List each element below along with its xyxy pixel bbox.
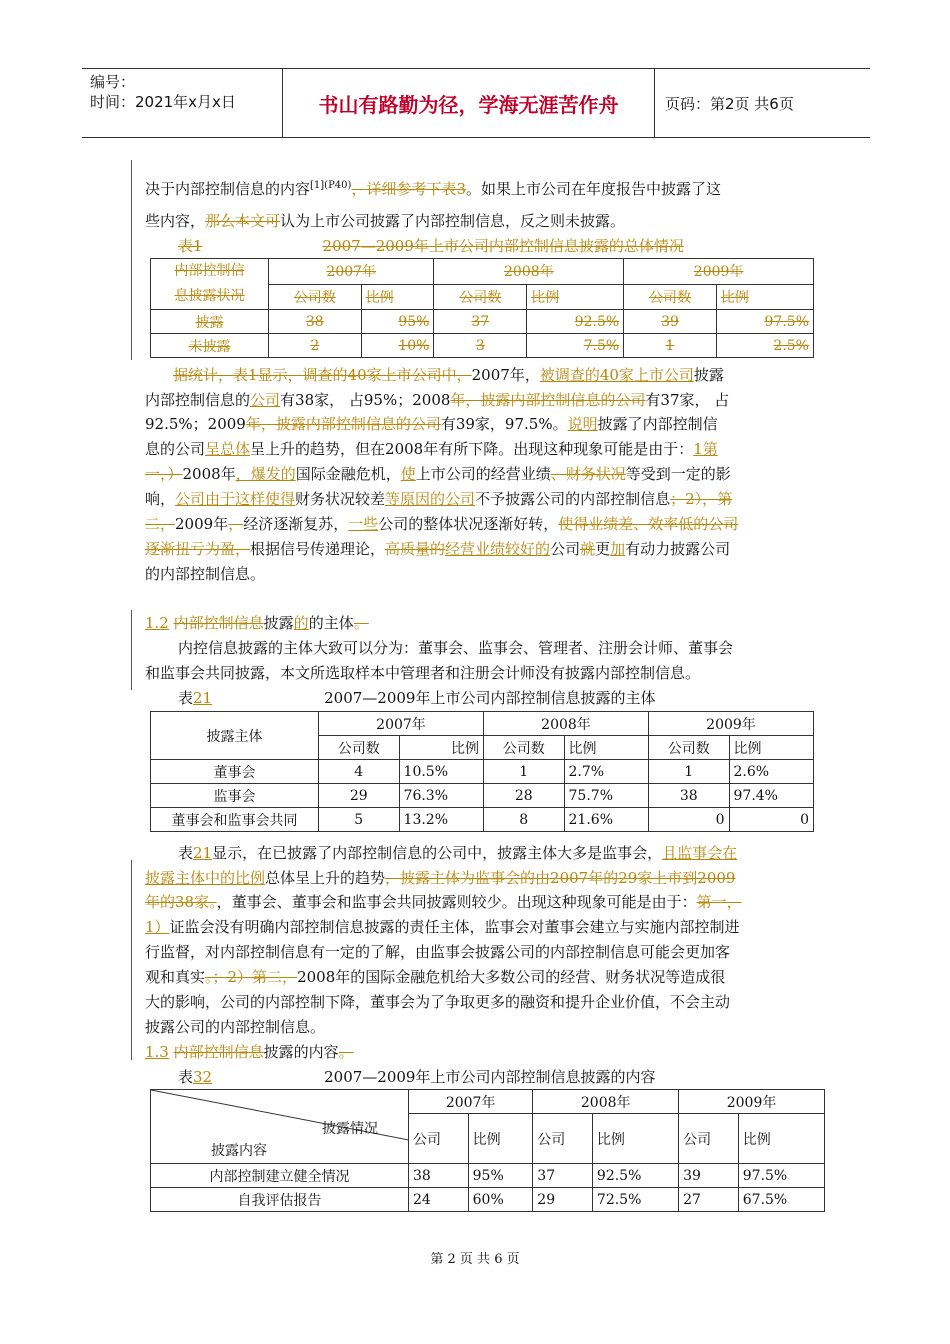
table2-col-count: 公司数 bbox=[483, 736, 564, 760]
board-line-5: 行监督，对内部控制信息有一定的了解，由监事会披露公司的内部控制信息可能会更加客 bbox=[145, 943, 731, 961]
number-label: 编号： bbox=[90, 73, 136, 91]
change-bar bbox=[131, 160, 132, 360]
stats-line-4: 息的公司呈总体呈上升的趋势，但在2008年有所下降。出现这种现象可能是由于：1第 bbox=[145, 440, 718, 458]
stats-line-2: 内部控制信息的公司有38家， 占95%；2008年，披露内部控制信息的公司有37家， 占 bbox=[145, 391, 730, 409]
diag-bottom-label: 披露内容 bbox=[211, 1143, 267, 1159]
table2-col-count: 公司数 bbox=[319, 736, 400, 760]
table2 bbox=[150, 711, 814, 832]
diag-top-label: 披露情况 bbox=[322, 1121, 378, 1137]
table-row: 自我评估报告 24 60% 29 72.5% 27 67.5% bbox=[151, 1188, 825, 1212]
table3-col-ratio: 比例 bbox=[468, 1114, 533, 1164]
header-motto: 书山有路勤为径，学海无涯苦作舟 bbox=[283, 69, 655, 137]
table3-year-2008: 2008年 bbox=[533, 1090, 679, 1114]
section-heading-1-3: 1.3 内部控制信息披露的内容。 bbox=[145, 1043, 354, 1061]
stats-line-3: 92.5%；2009年，披露内部控制信息的公司有39家，97.5%。说明披露了内部控制信 bbox=[145, 415, 718, 433]
table1-col-count: 公司数 bbox=[269, 284, 362, 310]
board-line-4: 1）证监会没有明确内部控制信息披露的责任主体，监事会对董事会建立与实施内部控制进 bbox=[145, 918, 740, 936]
table1-year-2009: 2009年 bbox=[624, 259, 814, 285]
table1-col-ratio: 比例 bbox=[527, 284, 624, 310]
table1-status-header: 内部控制信 息披露状况 bbox=[151, 259, 269, 310]
table-row: 董事会和监事会共同 5 13.2% 8 21.6% 0 0 bbox=[151, 808, 814, 832]
board-line-8: 披露公司的内部控制信息。 bbox=[145, 1018, 326, 1036]
table2-year-2009: 2009年 bbox=[648, 712, 813, 736]
table3 bbox=[150, 1089, 825, 1212]
board-line-7: 大的影响，公司的内部控制下降，董事会为了争取更多的融资和提升企业价值，不会主动 bbox=[145, 993, 731, 1011]
table2-col-ratio: 比例 bbox=[399, 736, 483, 760]
table3-col-count: 公司 bbox=[679, 1114, 739, 1164]
stats-line-8: 逐渐扭亏为盈，根据信号传递理论，高质量的经营业绩较好的公司就更加有动力披露公司 bbox=[145, 540, 731, 558]
table3-col-ratio: 比例 bbox=[738, 1114, 824, 1164]
intro-line-1: 决于内部控制信息的内容$^{[1](P40)}$，详细参考下表3。如果上市公司在年度报告中披露了这 bbox=[145, 180, 721, 198]
page-footer: 第 2 页 共 6 页 bbox=[430, 1252, 520, 1267]
table1-caption: 表1 2007—2009年上市公司内部控制信息披露的总体情况 bbox=[178, 237, 684, 255]
subject-line-1: 内控信息披露的主体大致可以分为：董事会、监事会、管理者、注册会计师、董事会 bbox=[178, 639, 734, 657]
table1-col-count: 公司数 bbox=[434, 284, 527, 310]
table-row: 董事会 4 10.5% 1 2.7% 1 2.6% bbox=[151, 760, 814, 784]
board-line-6: 观和真实。；2）第二，2008年的国际金融危机给大多数公司的经营、财务状况等造成很 bbox=[145, 968, 726, 986]
stats-line-1: 据统计，表1显示，调查的40家上市公司中，2007年，被调查的40家上市公司披露 bbox=[173, 366, 724, 384]
table1-year-2008: 2008年 bbox=[434, 259, 624, 285]
table3-col-count: 公司 bbox=[409, 1114, 469, 1164]
table-row: 未披露 2 10% 3 7.5% 1 2.5% bbox=[151, 334, 814, 358]
table3-year-2007: 2007年 bbox=[409, 1090, 533, 1114]
table2-year-2008: 2008年 bbox=[483, 712, 648, 736]
intro-line-2: 些内容，那么本文可认为上市公司披露了内部控制信息，反之则未披露。 bbox=[145, 212, 626, 230]
table2-col-ratio: 比例 bbox=[564, 736, 648, 760]
table1-col-ratio: 比例 bbox=[361, 284, 434, 310]
table1-year-2007: 2007年 bbox=[269, 259, 434, 285]
table1 bbox=[150, 258, 814, 358]
stats-line-5: 一，）2008年，爆发的国际金融危机，使上市公司的经营业绩、财务状况等受到一定的影 bbox=[145, 465, 731, 483]
stats-line-7: 二，2009年，经济逐渐复苏，一些公司的整体状况逐渐好转，使得业绩差、效率低的公司 bbox=[145, 515, 739, 533]
board-line-1: 表21显示，在已披露了内部控制信息的公司中，披露主体大多是监事会，且监事会在 bbox=[178, 844, 738, 862]
table2-caption: 表21 2007—2009年上市公司内部控制信息披露的主体 bbox=[178, 689, 656, 707]
page-header bbox=[82, 68, 870, 138]
page-number-label: 页码：第2页 共6页 bbox=[665, 94, 794, 113]
board-line-2: 披露主体中的比例总体呈上升的趋势，披露主体为监事会的由2007年的29家上市到2009 bbox=[145, 869, 736, 887]
table-row: 披露 38 95% 37 92.5% 39 97.5% bbox=[151, 310, 814, 334]
table2-col-count: 公司数 bbox=[648, 736, 729, 760]
table2-subject-header: 披露主体 bbox=[151, 712, 319, 760]
table3-col-count: 公司 bbox=[533, 1114, 593, 1164]
table1-col-count: 公司数 bbox=[624, 284, 717, 310]
table3-diagonal-header bbox=[151, 1090, 409, 1164]
change-bar bbox=[131, 610, 132, 690]
board-line-3: 年的38家。，董事会、董事会和监事会共同披露则较少。出现这种现象可能是由于：第一， bbox=[145, 893, 742, 911]
stats-line-9: 的内部控制信息。 bbox=[145, 565, 266, 583]
change-bar bbox=[131, 860, 132, 1060]
table3-caption: 表32 2007—2009年上市公司内部控制信息披露的内容 bbox=[178, 1068, 656, 1086]
subject-line-2: 和监事会共同披露，本文所选取样本中管理者和注册会计师没有披露内部控制信息。 bbox=[145, 664, 701, 682]
table3-year-2009: 2009年 bbox=[679, 1090, 825, 1114]
table1-col-ratio: 比例 bbox=[716, 284, 813, 310]
table-row: 监事会 29 76.3% 28 75.7% 38 97.4% bbox=[151, 784, 814, 808]
table3-col-ratio: 比例 bbox=[592, 1114, 678, 1164]
table2-col-ratio: 比例 bbox=[729, 736, 814, 760]
table-row: 内部控制建立健全情况 38 95% 37 92.5% 39 97.5% bbox=[151, 1164, 825, 1188]
stats-line-6: 响，公司由于这样使得财务状况较差等原因的公司不予披露公司的内部控制信息；2），第 bbox=[145, 490, 733, 508]
section-heading-1-2: 1.2 内部控制信息披露的的主体。 bbox=[145, 614, 369, 632]
table2-year-2007: 2007年 bbox=[319, 712, 484, 736]
time-label: 时间：2021年x月x日 bbox=[90, 93, 236, 111]
header-meta bbox=[82, 69, 283, 137]
